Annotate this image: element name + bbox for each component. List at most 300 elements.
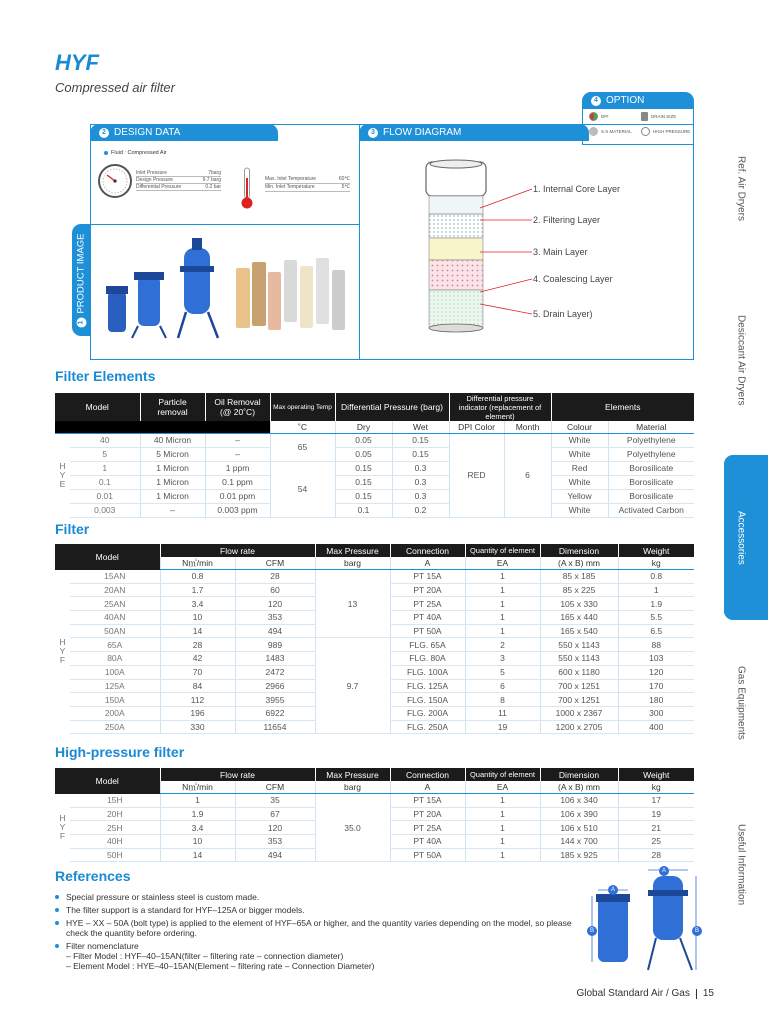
cell: 0.01 [70,489,140,503]
col-model: Model [55,393,140,421]
design-data-title: DESIGN DATA [114,127,181,138]
cell: 60 [235,583,315,597]
cell: 10 [160,835,235,849]
cell: Polyethylene [608,447,694,461]
sub-ea: EA [465,781,540,794]
cell: 1 ppm [205,461,270,475]
series-letter: H [59,460,66,471]
cell: 0.01 ppm [205,489,270,503]
cell: 0.15 [335,489,392,503]
footer-divider [696,989,697,999]
sub-temp: ˚C [270,421,335,433]
cell: 42 [160,652,235,666]
temp-row-label: Max. Inlet Temperature [265,176,317,182]
cell: PT 15A [390,570,465,584]
cell: 1 [465,611,540,625]
cell: 15H [70,794,160,808]
cell: PT 40A [390,611,465,625]
sub-axb: (A x B) mm [540,557,618,570]
sub-month: Month [504,421,551,433]
cell: 550 x 1143 [540,638,618,652]
cell: FLG. 250A [390,720,465,734]
dimension-a-badge: A [659,866,669,876]
cell: 10 [160,611,235,625]
cell: 120 [235,821,315,835]
footer-text: Global Standard Air / Gas [576,988,690,999]
series-letter: F [59,655,66,666]
cell: Borosilicate [608,461,694,475]
col-model: Model [55,768,160,794]
thermometer-icon [240,166,254,210]
table-row [55,503,694,517]
sidebar-item-ref-air-dryers[interactable]: Ref. Air Dryers [735,156,747,222]
table-row [55,447,694,461]
col-maxtemp: Max operating Temp [270,393,335,421]
cell: 20AN [70,583,160,597]
product-filter-elements-image [232,254,352,338]
cell: 1000 x 2367 [540,706,618,720]
cell: 200A [70,706,160,720]
design-row-label: Design Pressure [136,177,173,183]
sub-material: Material [608,421,694,433]
reference-subline: – Filter Model : HYF–40–15AN(filter – filtering rate – connection diameter) [66,951,344,961]
cell: White [551,503,608,517]
cell: 250A [70,720,160,734]
col-maxp: Max Pressure [315,768,390,781]
cell: 1 [160,794,235,808]
col-elements: Elements [551,393,694,421]
cell: Borosilicate [608,489,694,503]
design-row-value: 9.7 barg [202,177,221,183]
cell-pressure-group: 9.7 [315,638,390,734]
cell: 144 x 700 [540,835,618,849]
series-letters [55,433,70,517]
option-number: 4 [591,96,601,106]
temperature-rows [265,176,350,192]
flow-layer-1: 1. Internal Core Layer [533,184,621,194]
cell-temp-group: 54 [270,461,335,517]
cell: – [205,447,270,461]
col-maxp: Max Pressure [315,544,390,557]
cell: FLG. 80A [390,652,465,666]
option-item-drain [641,112,676,121]
cell: FLG. 150A [390,693,465,707]
sub-kg: kg [618,781,694,794]
references-list [55,892,585,974]
page-title: HYF [55,50,99,75]
sub-dry: Dry [335,421,392,433]
cell: 40 [70,433,140,447]
cell: 17 [618,794,694,808]
cell: 84 [160,679,235,693]
design-row-label: Inlet Pressure [136,170,167,176]
filter-elements-title: Filter Elements [55,368,156,384]
cell-temp-group: 65 [270,433,335,461]
list-item [55,905,585,915]
col-qty: Quantity of element [465,768,540,781]
series-letter: H [59,637,66,648]
cell: 5 Micron [140,447,205,461]
cell: 1.7 [160,583,235,597]
cell: 353 [235,835,315,849]
cell: 11 [465,706,540,720]
cell: PT 20A [390,807,465,821]
dpi-icon [589,112,598,121]
cell: PT 25A [390,821,465,835]
col-dim: Dimension [540,544,618,557]
cell: FLG. 100A [390,665,465,679]
flow-pointer-lines [470,180,536,320]
temp-row-value: 60℃ [338,176,350,182]
cell: FLG. 200A [390,706,465,720]
cell: 28 [160,638,235,652]
cell: White [551,447,608,461]
table-row [55,433,694,447]
flow-layer-4: 4. Coalescing Layer [533,274,613,284]
cell: 494 [235,848,315,862]
cell: 3 [465,652,540,666]
design-row [136,177,221,184]
col-dp: Differential Pressure (barg) [335,393,449,421]
sidebar-item-gas-equipments[interactable]: Gas Equipments [735,666,747,740]
cell: 6 [465,679,540,693]
cell: 165 x 540 [540,624,618,638]
sub-barg: barg [315,781,390,794]
col-weight: Weight [618,544,694,557]
cell: 80A [70,652,160,666]
product-image-number: 1 [76,317,86,327]
temp-row-value: 5℃ [341,184,350,190]
cell: 50H [70,848,160,862]
bullet-icon [55,944,59,948]
page-subtitle: Compressed air filter [55,80,175,95]
cell: 25H [70,821,160,835]
list-item [55,918,585,938]
col-dpi: Differential pressure indicator (replacement of element) [449,393,551,421]
cell: 15AN [70,570,160,584]
cell: 25AN [70,597,160,611]
cell: – [205,433,270,447]
sub-ea: EA [465,557,540,570]
cell: 1483 [235,652,315,666]
cell: 0.1 ppm [205,475,270,489]
hp-filter-table [55,768,694,862]
cell: 400 [618,720,694,734]
series-letters [55,794,70,862]
cell: 0.15 [392,433,449,447]
cell: 1 [465,794,540,808]
cell: 1 Micron [140,461,205,475]
sub-a: A [390,781,465,794]
cell: 0.3 [392,475,449,489]
sub-kg: kg [618,557,694,570]
cell: 25 [618,835,694,849]
cell: 103 [618,652,694,666]
cell: 40H [70,835,160,849]
fluid-line [104,150,167,156]
dimension-b-badge: B [692,926,702,936]
series-letter: E [59,478,66,489]
cell: 120 [235,597,315,611]
reference-text: HYE – XX – 50A (bolt type) is applied to the element of HYF–65A or higher, and the quantity varies depending on the model, so please check the quantity before ordering. [66,918,572,938]
col-dim: Dimension [540,768,618,781]
cell: 6.5 [618,624,694,638]
cell: 700 x 1251 [540,679,618,693]
cell: 106 x 510 [540,821,618,835]
option-item-label: S.S MATERIAL [601,129,632,134]
cell: 2472 [235,665,315,679]
cell-month: 6 [504,433,551,517]
cell: 1 Micron [140,475,205,489]
sub-nm3: N㎥/min [160,781,235,794]
cell: 1 [465,597,540,611]
cell-pressure-group: 35.0 [315,794,390,862]
cell: 0.003 ppm [205,503,270,517]
flow-diagram-header [359,124,589,141]
cell: 105 x 330 [540,597,618,611]
cell: 0.15 [392,447,449,461]
cell: 0.003 [70,503,140,517]
cell: 106 x 390 [540,807,618,821]
list-item [55,941,585,971]
filter-table [55,544,694,734]
bullet-icon [55,921,59,925]
sub-cfm: CFM [235,557,315,570]
cell: 1 [465,807,540,821]
cell: PT 20A [390,583,465,597]
product-image-label [76,233,87,327]
cell: 550 x 1143 [540,652,618,666]
temp-row [265,184,350,192]
sidebar-item-useful-information[interactable]: Useful Information [735,824,747,906]
cell: 1 [465,821,540,835]
flow-layer-2: 2. Filtering Layer [533,215,601,225]
cell: 170 [618,679,694,693]
cell: 0.8 [160,570,235,584]
footer [576,988,714,999]
option-item-label: DRAIN SIZE [651,114,677,119]
cell: PT 25A [390,597,465,611]
filter-elements-table [55,393,694,518]
drain-icon [641,112,648,121]
flow-diagram-number: 3 [368,128,378,138]
cell: 0.1 [70,475,140,489]
col-conn: Connection [390,544,465,557]
cell: White [551,475,608,489]
col-particle: Particle removal [140,393,205,421]
cell: 85 x 225 [540,583,618,597]
option-item-label: DPI [601,114,609,119]
cell: 1 [465,624,540,638]
cell: 8 [465,693,540,707]
cell: Activated Carbon [608,503,694,517]
cell: 28 [618,848,694,862]
cell: – [140,503,205,517]
cell: FLG. 65A [390,638,465,652]
cell: 185 x 925 [540,848,618,862]
col-flow: Flow rate [160,768,315,781]
cell: 85 x 185 [540,570,618,584]
design-data-header [90,124,278,141]
sub-colour: Colour [551,421,608,433]
cell: Red [551,461,608,475]
bullet-icon [55,908,59,912]
cell: 0.05 [335,447,392,461]
design-row-value: 0.2 bar [205,184,221,190]
cell: 3.4 [160,597,235,611]
table-row [55,570,694,584]
sub-axb: (A x B) mm [540,781,618,794]
list-item [55,892,585,902]
table-row [55,461,694,475]
flow-diagram-title: FLOW DIAGRAM [383,127,462,138]
cell: 28 [235,570,315,584]
design-divider [90,224,359,225]
cell: 300 [618,706,694,720]
option-header [582,92,694,109]
cell: 21 [618,821,694,835]
cell: 180 [618,693,694,707]
cell: 1 [465,583,540,597]
col-model: Model [55,544,160,570]
cell: White [551,433,608,447]
cell: 14 [160,624,235,638]
cell: 40AN [70,611,160,625]
cell: PT 50A [390,848,465,862]
cell-pressure-group: 13 [315,570,390,638]
temp-row-label: Min. Inlet Temperature [265,184,315,190]
cell: 0.15 [335,461,392,475]
cell-dpi-color: RED [449,433,504,517]
cell: 50AN [70,624,160,638]
series-letter: Y [59,469,66,480]
option-item-label: HIGH PRESSURE [653,129,691,134]
sidebar-item-accessories[interactable]: Accessories [735,510,747,565]
bullet-icon [55,895,59,899]
cell: 353 [235,611,315,625]
cell: 11654 [235,720,315,734]
cell: 6922 [235,706,315,720]
cell: 112 [160,693,235,707]
cell: 0.3 [392,461,449,475]
table-row [55,638,694,652]
sub-wet: Wet [392,421,449,433]
cell: 0.8 [618,570,694,584]
cell: Borosilicate [608,475,694,489]
cell: 14 [160,848,235,862]
col-weight: Weight [618,768,694,781]
cell: 1 Micron [140,489,205,503]
cell: 2 [465,638,540,652]
cell: 19 [465,720,540,734]
cell: 3.4 [160,821,235,835]
table-row [55,794,694,808]
cell: 0.05 [335,433,392,447]
cell: 125A [70,679,160,693]
cell: 19 [618,807,694,821]
design-row [136,184,221,191]
cell: 0.1 [335,503,392,517]
dimension-a-badge: A [608,885,618,895]
cell: 1200 x 2705 [540,720,618,734]
cell: 5.5 [618,611,694,625]
cell: PT 15A [390,794,465,808]
cell: FLG. 125A [390,679,465,693]
fluid-text: Fluid : Compressed Air [111,150,167,156]
flow-divider [359,124,360,360]
series-letter: Y [59,822,66,833]
cell: Polyethylene [608,433,694,447]
cell: 5 [465,665,540,679]
cell: 120 [618,665,694,679]
sub-nm3: N㎥/min [160,557,235,570]
reference-text: Filter nomenclature [66,941,139,951]
sidebar-item-desiccant-air-dryers[interactable]: Desiccant Air Dryers [735,314,747,406]
design-row-value: 7barg [208,170,221,176]
col-qty: Quantity of element [465,544,540,557]
series-letter: F [59,831,66,842]
option-title: OPTION [606,95,645,106]
cell: 196 [160,706,235,720]
cell: 1 [618,583,694,597]
cell: 330 [160,720,235,734]
filter-title: Filter [55,521,90,537]
cell: 35 [235,794,315,808]
cell: 1 [70,461,140,475]
cell: 1 [465,570,540,584]
design-data-number: 2 [99,128,109,138]
design-row-label: Differential Pressure [136,184,182,190]
design-data-rows [136,170,221,191]
cell: 5 [70,447,140,461]
series-letters [55,570,70,734]
cell: 70 [160,665,235,679]
option-item-dpi [589,112,609,121]
cell: 65A [70,638,160,652]
cell: 600 x 1180 [540,665,618,679]
cell: Yellow [551,489,608,503]
references-title: References [55,868,131,884]
sub-a: A [390,557,465,570]
cell: 165 x 440 [540,611,618,625]
cell: 2966 [235,679,315,693]
col-oil: Oil Removal (@ 20˚C) [205,393,270,421]
sub-dpicolor: DPI Color [449,421,504,433]
cell: 700 x 1251 [540,693,618,707]
col-conn: Connection [390,768,465,781]
cell: 1.9 [160,807,235,821]
cell: 0.2 [392,503,449,517]
cell: PT 50A [390,624,465,638]
cell: 989 [235,638,315,652]
flow-layer-3: 3. Main Layer [533,247,588,257]
cell: 1 [465,848,540,862]
cell: 40 Micron [140,433,205,447]
cell: 494 [235,624,315,638]
dimension-drawing-image [588,866,706,978]
product-image-title: PRODUCT IMAGE [75,232,87,314]
cell: 106 x 340 [540,794,618,808]
subheader-spacer [55,421,270,433]
cell: 88 [618,638,694,652]
reference-subline: – Element Model : HYE–40–15AN(Element – filtering rate – Connection Diameter) [66,961,375,971]
cell: 67 [235,807,315,821]
flow-layer-5: 5. Drain Layer) [533,309,593,319]
hp-filter-title: High-pressure filter [55,744,185,760]
reference-text: The filter support is a standard for HYF–125A or bigger models. [66,905,305,915]
series-letter: H [59,813,66,824]
cell: 150A [70,693,160,707]
